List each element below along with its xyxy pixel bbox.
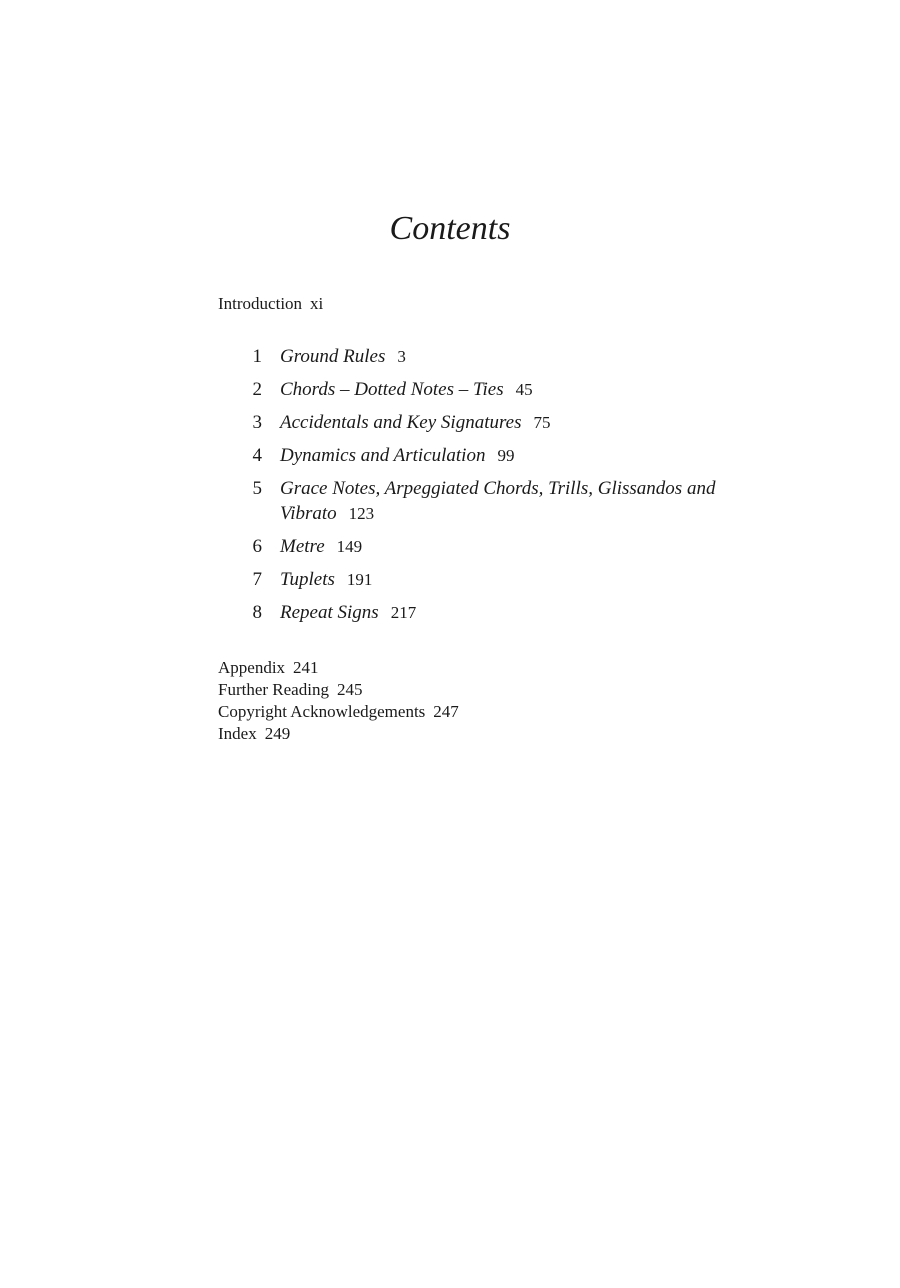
toc-chapter-8[interactable] bbox=[218, 600, 738, 625]
toc-entry-appendix[interactable] bbox=[218, 657, 459, 679]
toc-entry-introduction[interactable] bbox=[218, 294, 323, 314]
chapter-page: 123 bbox=[348, 504, 375, 523]
chapter-list bbox=[218, 344, 738, 633]
toc-entry-page: 245 bbox=[336, 680, 363, 699]
toc-chapter-7[interactable] bbox=[218, 567, 738, 592]
toc-chapter-1[interactable] bbox=[218, 344, 738, 369]
chapter-title: Ground Rules bbox=[280, 346, 386, 367]
toc-chapter-4[interactable] bbox=[218, 443, 738, 468]
chapter-title: Grace Notes, Arpeggiated Chords, Trills, Glissandos and Vibrato bbox=[280, 478, 716, 524]
chapter-number: 3 bbox=[252, 412, 262, 433]
toc-entry-label: Copyright Acknowledgements bbox=[218, 702, 426, 721]
toc-entry-page: 247 bbox=[433, 702, 459, 721]
chapter-number: 5 bbox=[252, 478, 262, 499]
chapter-page: 217 bbox=[390, 603, 417, 622]
chapter-page: 75 bbox=[533, 413, 551, 432]
chapter-page: 3 bbox=[397, 347, 406, 366]
chapter-number: 4 bbox=[252, 445, 262, 466]
toc-chapter-3[interactable] bbox=[218, 410, 738, 435]
toc-entry-label: Further Reading bbox=[218, 680, 329, 699]
chapter-page: 149 bbox=[336, 537, 363, 556]
toc-entry-page: xi bbox=[310, 294, 324, 313]
chapter-title: Dynamics and Articulation bbox=[280, 445, 486, 466]
page-title: Contents bbox=[389, 210, 511, 247]
back-matter-list bbox=[218, 657, 459, 745]
toc-entry-label: Appendix bbox=[218, 658, 286, 677]
toc-entry-index[interactable] bbox=[218, 723, 459, 745]
chapter-number: 6 bbox=[252, 536, 262, 557]
chapter-page: 45 bbox=[515, 380, 533, 399]
toc-chapter-6[interactable] bbox=[218, 534, 738, 559]
toc-entry-further-reading[interactable] bbox=[218, 679, 459, 701]
chapter-title: Tuplets bbox=[280, 569, 335, 590]
chapter-page: 99 bbox=[497, 446, 515, 465]
toc-chapter-5[interactable] bbox=[218, 476, 738, 526]
toc-entry-page: 241 bbox=[293, 658, 319, 677]
toc-entry-label: Index bbox=[218, 724, 257, 743]
chapter-number: 1 bbox=[252, 346, 262, 367]
toc-entry-copyright[interactable] bbox=[218, 701, 459, 723]
toc-entry-label: Introduction bbox=[218, 294, 303, 313]
chapter-number: 8 bbox=[252, 602, 262, 623]
chapter-number: 2 bbox=[252, 379, 262, 400]
chapter-number: 7 bbox=[252, 569, 262, 590]
chapter-title: Metre bbox=[280, 536, 325, 557]
chapter-page: 191 bbox=[346, 570, 373, 589]
chapter-title: Chords – Dotted Notes – Ties bbox=[280, 379, 504, 400]
toc-entry-page: 249 bbox=[264, 724, 291, 743]
chapter-title: Accidentals and Key Signatures bbox=[280, 412, 522, 433]
toc-chapter-2[interactable] bbox=[218, 377, 738, 402]
chapter-title: Repeat Signs bbox=[280, 602, 379, 623]
